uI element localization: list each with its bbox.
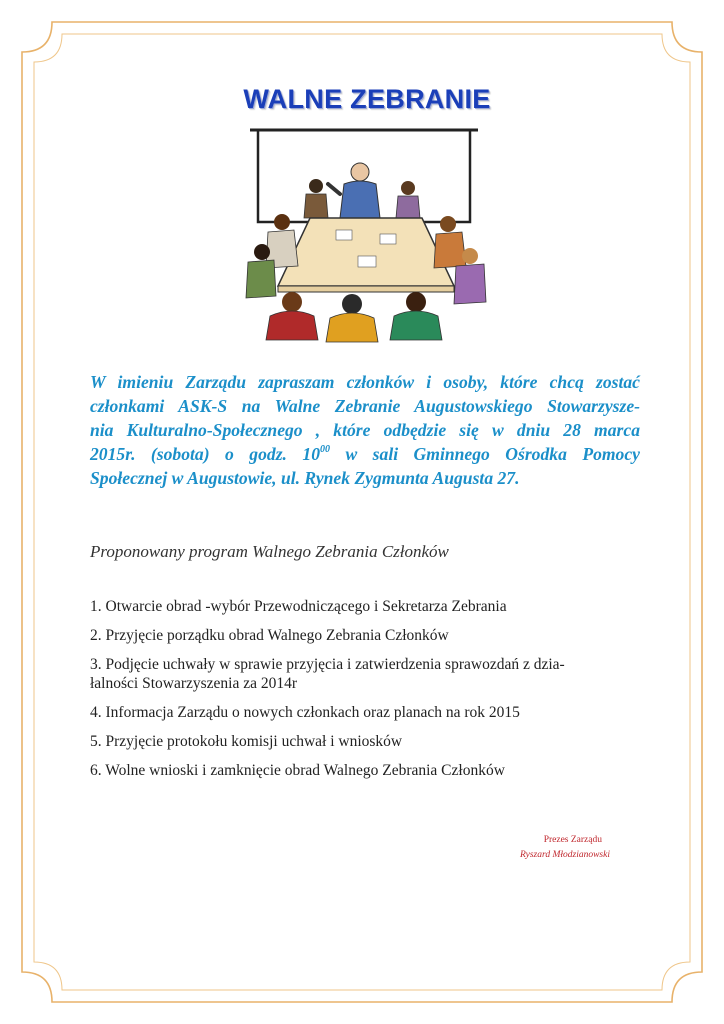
agenda-item-line: 3. Podjęcie uchwały w sprawie przyjęcia i zatwierdzenia sprawozdań z dzia- [90, 656, 565, 673]
invitation-date-text: 2015r. (sobota) o godz. 10 [90, 444, 320, 464]
invitation-line: W imieniu Zarządu zapraszam członków i osoby, które chcą zostać [90, 372, 640, 392]
agenda-title: Proponowany program Walnego Zebrania Członków [90, 542, 449, 561]
invitation-line-time [90, 442, 640, 466]
agenda-item [90, 655, 645, 693]
agenda-item: 4. Informacja Zarządu o nowych członkach oraz planach na rok 2015 [90, 704, 520, 721]
signature-name: Ryszard Młodzianowski [520, 850, 610, 860]
invitation-line: członkami ASK-S na Walne Zebranie Augustowskiego Stowarzysze- [90, 396, 640, 416]
invitation-line: Społecznej w Augustowie, ul. Rynek Zygmunta Augusta 27. [90, 468, 520, 488]
agenda-item: 6. Wolne wnioski i zamknięcie obrad Walnego Zebrania Członków [90, 762, 505, 779]
agenda-item: 5. Przyjęcie protokołu komisji uchwał i wniosków [90, 733, 403, 750]
invitation-text [90, 370, 640, 490]
agenda-item: 1. Otwarcie obrad -wybór Przewodniczącego i Sekretarza Zebrania [90, 598, 507, 615]
page-title: WALNE ZEBRANIE [243, 84, 491, 114]
agenda-list [90, 597, 645, 790]
agenda-item: 2. Przyjęcie porządku obrad Walnego Zebrania Członków [90, 627, 449, 644]
invitation-line: nia Kulturalno-Społecznego , które odbędzie się w dniu 28 marca [90, 420, 640, 440]
meeting-table-illustration [240, 126, 492, 344]
invitation-time-minutes: 00 [320, 444, 330, 455]
signature-role: Prezes Zarządu [543, 835, 602, 845]
agenda-item-line: łalności Stowarzyszenia za 2014r [90, 675, 298, 692]
signature [470, 833, 610, 863]
invitation-venue-text: w sali Gminnego Ośrodka Pomocy [330, 444, 640, 464]
